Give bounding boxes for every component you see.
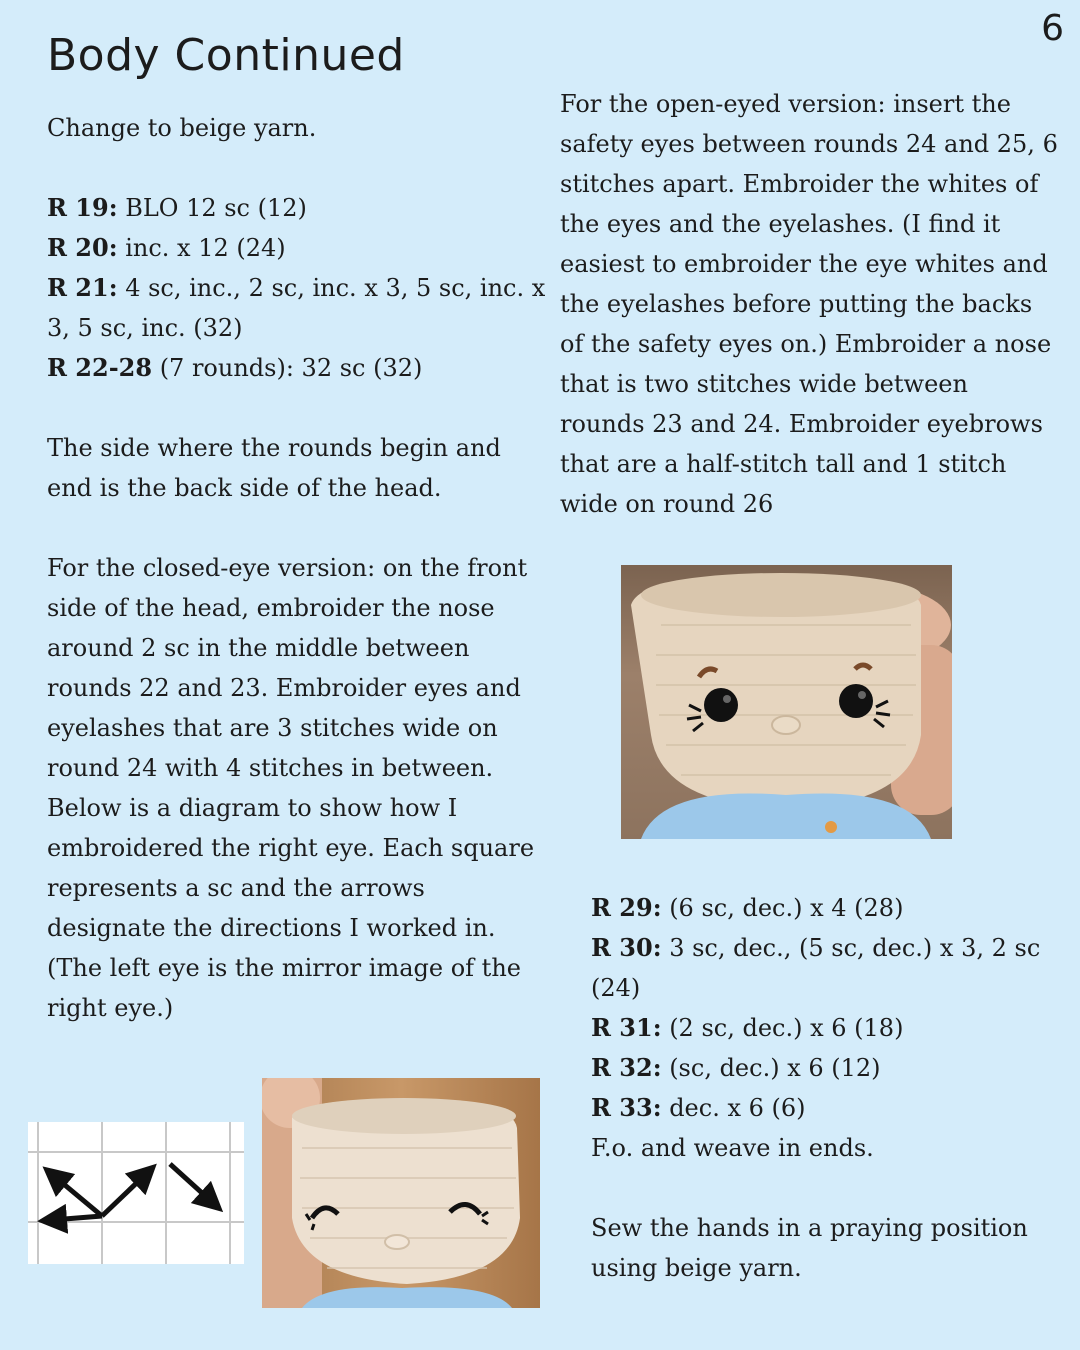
round-instruction: (7 rounds): 32 sc (32) <box>152 354 423 382</box>
stitch-arrow-up-left <box>54 1176 102 1216</box>
stitch-arrow-left <box>52 1216 102 1220</box>
round-label: R 20: <box>47 233 118 262</box>
page-number: 6 <box>1041 8 1064 49</box>
round-label: R 22-28 <box>47 353 153 382</box>
round-label: R 21: <box>47 273 118 302</box>
round-item <box>47 268 547 348</box>
stitch-grid-svg <box>28 1122 244 1264</box>
round-item <box>591 1088 1061 1128</box>
round-item <box>591 928 1061 1008</box>
round-instruction: 4 sc, inc., 2 sc, inc. x 3, 5 sc, inc. x 3, 5 sc, inc. (32) <box>47 274 546 342</box>
round-item <box>591 1048 1061 1088</box>
closed-eye-instructions: For the closed-eye version: on the front side of the head, embroider the nose around 2 sc in the middle between rounds 22 and 23. Embroider eyes and eyelashes that are 3 stitches wide on round 24 with 4 stitches in between. Below is a diagram to show how I embroidered the right eye. Each square represents a sc and the arrows designate the directions I worked in. (The left eye is the mirror image of the right eye.) <box>47 554 535 1022</box>
round-item <box>47 228 547 268</box>
page-title: Body Continued <box>47 30 405 81</box>
round-instruction: (sc, dec.) x 6 (12) <box>661 1054 881 1082</box>
round-item <box>591 888 1061 928</box>
open-eye-head-photo <box>621 565 952 839</box>
sew-hands-text: Sew the hands in a praying position using beige yarn. <box>591 1214 1028 1282</box>
round-instruction: (6 sc, dec.) x 4 (28) <box>661 894 904 922</box>
round-instruction: inc. x 12 (24) <box>117 234 286 262</box>
open-eye-head-illustration <box>621 565 952 839</box>
stitch-arrow-up-right <box>102 1174 146 1216</box>
round-item <box>47 188 547 228</box>
round-list-decrease <box>591 888 1061 1128</box>
round-label: R 33: <box>591 1093 662 1122</box>
round-label: R 32: <box>591 1053 662 1082</box>
round-instruction: dec. x 6 (6) <box>661 1094 806 1122</box>
round-item <box>591 1008 1061 1048</box>
finish-off-text: F.o. and weave in ends. <box>591 1134 874 1162</box>
round-label: R 30: <box>591 933 662 962</box>
round-instruction: 3 sc, dec., (5 sc, dec.) x 3, 2 sc (24) <box>591 934 1041 1002</box>
stitch-arrow-down-right <box>170 1164 212 1202</box>
round-instruction: (2 sc, dec.) x 6 (18) <box>661 1014 904 1042</box>
closed-eye-head-illustration <box>262 1078 540 1308</box>
round-label: R 29: <box>591 893 662 922</box>
round-label: R 19: <box>47 193 118 222</box>
round-list-head <box>47 188 547 388</box>
round-item <box>47 348 547 388</box>
round-instruction: BLO 12 sc (12) <box>117 194 307 222</box>
round-label: R 31: <box>591 1013 662 1042</box>
closed-eye-head-photo <box>262 1078 540 1308</box>
open-eye-instructions: For the open-eyed version: insert the safety eyes between rounds 24 and 25, 6 stitches apart. Embroider the whites of the eyes and the eyelashes. (I find it easiest to embroider the eye whites and the eyelashes before putting the backs of the safety eyes on.) Embroider a nose that is two stitches wide between rounds 23 and 24. Embroider eyebrows that are a half-stitch tall and 1 stitch wide on round 26 <box>560 90 1058 518</box>
eye-stitch-diagram <box>28 1122 244 1264</box>
yarn-change-text: Change to beige yarn. <box>47 114 317 142</box>
back-side-note: The side where the rounds begin and end is the back side of the head. <box>47 434 501 502</box>
